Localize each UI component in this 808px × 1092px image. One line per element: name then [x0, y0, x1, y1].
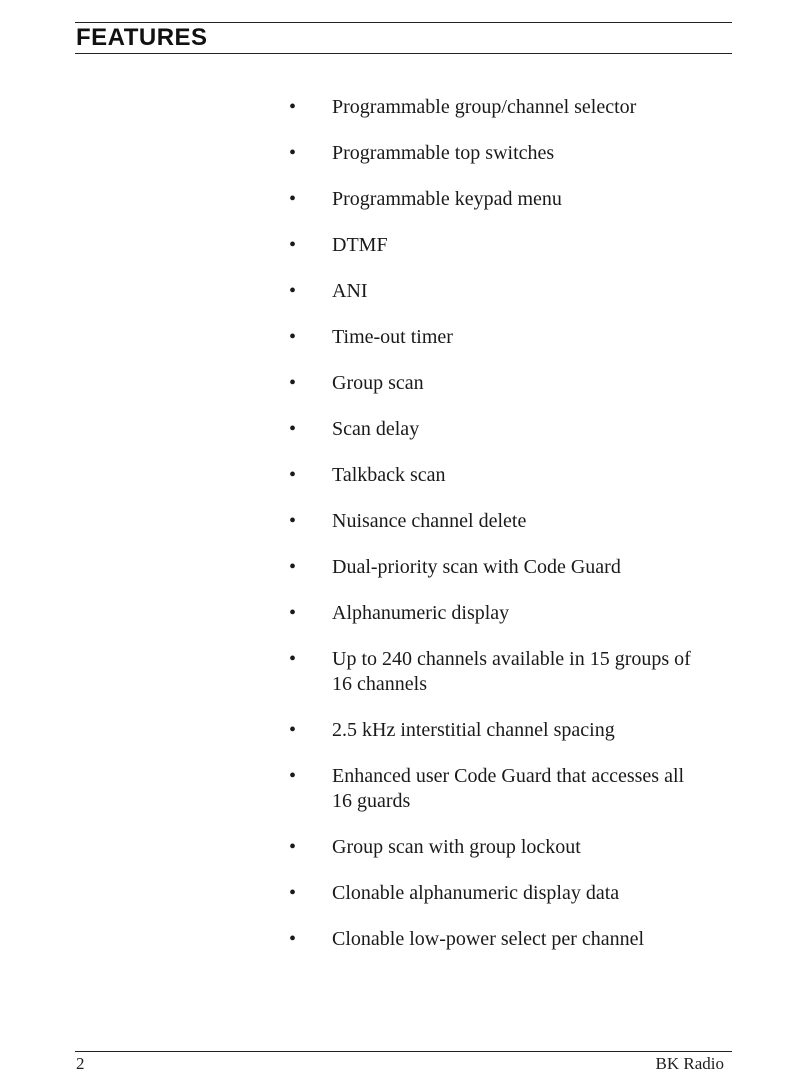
feature-item	[0, 718, 692, 743]
bullet-icon: •	[289, 928, 297, 950]
bullet-icon: •	[289, 188, 297, 210]
bullet-icon: •	[289, 719, 297, 741]
feature-item	[0, 927, 692, 952]
feature-item	[0, 325, 692, 350]
bullet-icon: •	[289, 234, 297, 256]
page-heading: FEATURES	[76, 24, 208, 51]
bullet-icon: •	[289, 836, 297, 858]
bullet-icon: •	[289, 602, 297, 624]
feature-text: Clonable alphanumeric display data	[332, 882, 620, 904]
header-top-rule	[75, 22, 732, 23]
feature-text: ANI	[332, 280, 368, 302]
feature-item	[0, 187, 692, 212]
bullet-icon: •	[289, 464, 297, 486]
footer-rule	[75, 1051, 732, 1052]
bullet-icon: •	[289, 556, 297, 578]
feature-text: Time-out timer	[332, 326, 453, 348]
feature-text: Programmable group/channel selector	[332, 96, 637, 118]
feature-item	[0, 555, 692, 580]
bullet-icon: •	[289, 418, 297, 440]
feature-text: Scan delay	[332, 418, 420, 440]
bullet-icon: •	[289, 96, 297, 118]
feature-item	[0, 764, 692, 814]
bullet-icon: •	[289, 142, 297, 164]
feature-item	[0, 417, 692, 442]
feature-text: Programmable top switches	[332, 142, 555, 164]
feature-text: Dual-priority scan with Code Guard	[332, 556, 621, 578]
footer-page-number: 2	[76, 1054, 85, 1073]
feature-text: Programmable keypad menu	[332, 188, 562, 210]
bullet-icon: •	[289, 648, 297, 670]
feature-text: Group scan	[332, 372, 424, 394]
feature-text: Alphanumeric display	[332, 602, 510, 624]
bullet-icon: •	[289, 510, 297, 532]
feature-item	[0, 601, 692, 626]
feature-item	[0, 95, 692, 120]
bullet-icon: •	[289, 326, 297, 348]
feature-text: 2.5 kHz interstitial channel spacing	[332, 719, 615, 741]
feature-item	[0, 371, 692, 396]
bullet-icon: •	[289, 882, 297, 904]
feature-text: Up to 240 channels available in 15 groups of 16 channels	[332, 648, 691, 695]
feature-text: DTMF	[332, 234, 388, 256]
feature-item	[0, 279, 692, 304]
feature-item	[0, 835, 692, 860]
feature-item	[0, 647, 692, 697]
feature-item	[0, 233, 692, 258]
feature-item	[0, 141, 692, 166]
bullet-icon: •	[289, 280, 297, 302]
feature-text: Group scan with group lockout	[332, 836, 581, 858]
feature-text: Nuisance channel delete	[332, 510, 527, 532]
bullet-icon: •	[289, 372, 297, 394]
feature-text: Enhanced user Code Guard that accesses all 16 guards	[332, 765, 685, 812]
feature-text: Clonable low-power select per channel	[332, 928, 645, 950]
feature-item	[0, 509, 692, 534]
bullet-icon: •	[289, 765, 297, 787]
features-list	[0, 95, 692, 973]
footer-brand: BK Radio	[655, 1054, 724, 1073]
feature-item	[0, 881, 692, 906]
feature-item	[0, 463, 692, 488]
header-bottom-rule	[75, 53, 732, 54]
feature-text: Talkback scan	[332, 464, 446, 486]
